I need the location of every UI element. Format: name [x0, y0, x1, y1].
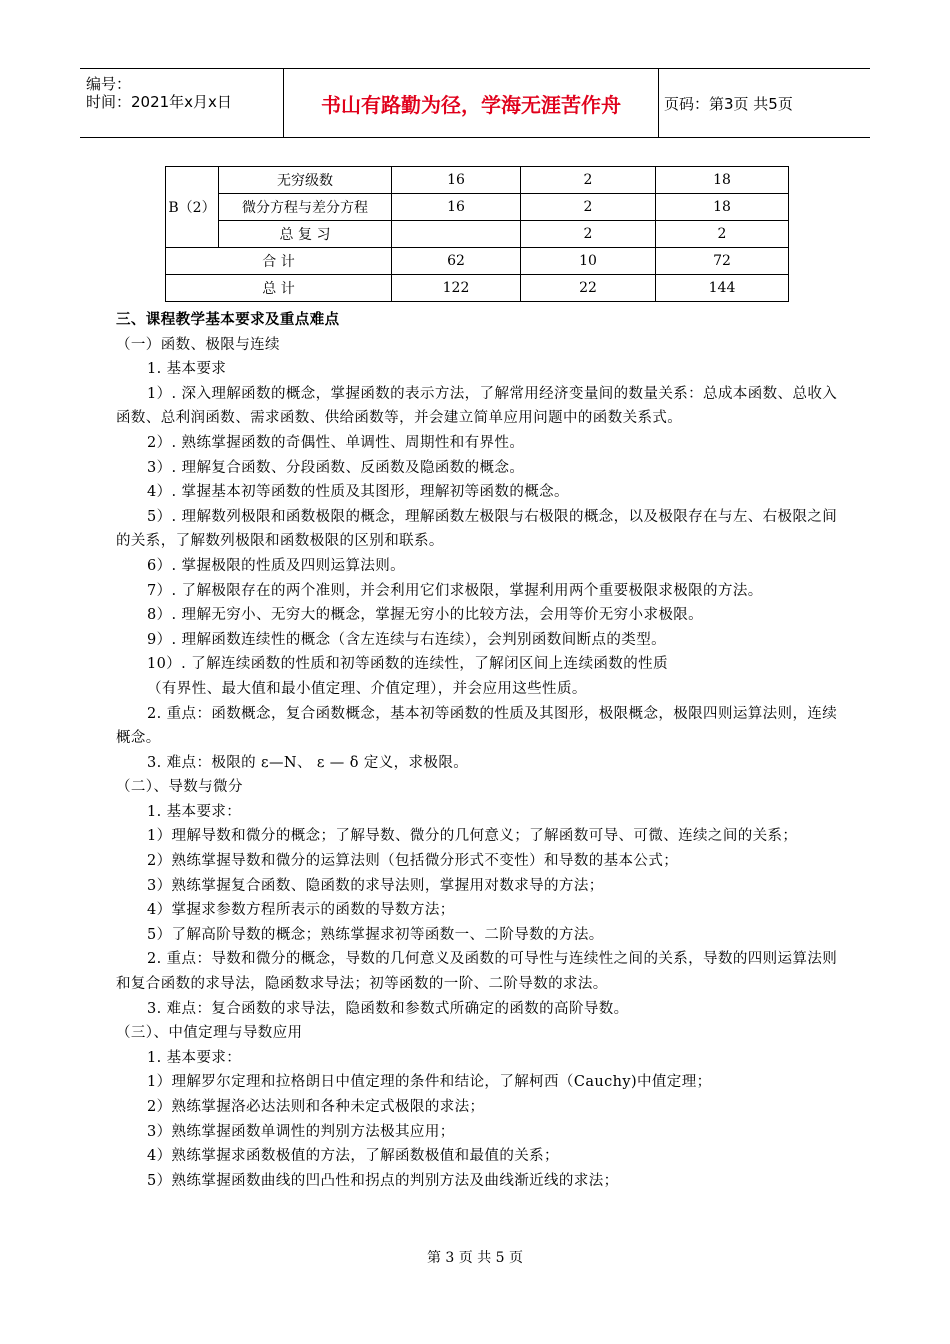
- hours-table: [165, 166, 789, 302]
- total-hours-cell: 18: [656, 194, 789, 221]
- subtotal-lecture: 62: [392, 248, 521, 275]
- practice-hours-cell: 2: [521, 194, 656, 221]
- list-item: 1）理解导数和微分的概念；了解导数、微分的几何意义；了解函数可导、可微、连续之间的关系；: [147, 828, 798, 845]
- subtotal-practice: 10: [521, 248, 656, 275]
- total-practice: 22: [521, 275, 656, 302]
- total-total: 144: [656, 275, 789, 302]
- topic-cell: 微分方程与差分方程: [219, 194, 392, 221]
- list-item: 1）理解罗尔定理和拉格朗日中值定理的条件和结论，了解柯西（Cauchy)中值定理；: [147, 1074, 712, 1091]
- lecture-hours-cell: 16: [392, 194, 521, 221]
- requirements-label: 1. 基本要求：: [147, 1049, 242, 1066]
- list-item: 5）熟练掌握函数曲线的凹凸性和拐点的判别方法及曲线渐近线的求法；: [147, 1172, 619, 1189]
- header-number: 编号：: [86, 75, 132, 93]
- list-item: 3）熟练掌握函数单调性的判别方法极其应用；: [147, 1123, 455, 1140]
- list-item: 3）. 理解复合函数、分段函数、反函数及隐函数的概念。: [147, 459, 525, 476]
- topic-cell: 总 复 习: [219, 221, 392, 248]
- total-hours-cell: 2: [656, 221, 789, 248]
- list-item: 2）熟练掌握导数和微分的运算法则（包括微分形式不变性）和导数的基本公式；: [147, 853, 679, 870]
- header-meta: [80, 69, 284, 137]
- topic-cell: 无穷级数: [219, 167, 392, 194]
- subsection-title: （一）函数、极限与连续: [116, 336, 280, 353]
- table-row: [166, 194, 789, 221]
- subsection-title: （二）、导数与微分: [116, 779, 243, 796]
- subsection-title: （三）、中值定理与导数应用: [116, 1025, 303, 1042]
- subtotal-label: 合 计: [166, 248, 392, 275]
- list-item: 4）掌握求参数方程所表示的函数的导数方法；: [147, 902, 455, 919]
- list-item: 5）. 理解数列极限和函数极限的概念，理解函数左极限与右极限的概念，以及极限存在与左、右极限之间的关系，了解数列极限和函数极限的区别和联系。: [116, 508, 838, 550]
- difficult-points: 3. 难点：极限的 ε—N、 ε — δ 定义，求极限。: [147, 754, 469, 771]
- total-row: [166, 275, 789, 302]
- list-item: 7）. 了解极限存在的两个准则，并会利用它们求极限，掌握利用两个重要极限求极限的方法。: [147, 582, 763, 599]
- header-motto: 书山有路勤为径，学海无涯苦作舟: [284, 69, 659, 137]
- page-footer: 第 3 页 共 5 页: [426, 1250, 524, 1266]
- difficult-points: 3. 难点：复合函数的求导法，隐函数和参数式所确定的函数的高阶导数。: [147, 1000, 629, 1017]
- header-page-info: 页码：第3页 共5页: [664, 95, 793, 113]
- requirements-label: 1. 基本要求: [147, 361, 227, 378]
- table-row: [166, 221, 789, 248]
- list-item: 8）. 理解无穷小、无穷大的概念，掌握无穷小的比较方法，会用等价无穷小求极限。: [147, 607, 704, 624]
- total-lecture: 122: [392, 275, 521, 302]
- list-item: 10）. 了解连续函数的性质和初等函数的连续性，了解闭区间上连续函数的性质: [147, 656, 668, 673]
- practice-hours-cell: 2: [521, 221, 656, 248]
- list-item: 9）. 理解函数连续性的概念（含左连续与右连续），会判别函数间断点的类型。: [147, 631, 666, 648]
- total-label: 总 计: [166, 275, 392, 302]
- section-title: 三、课程教学基本要求及重点难点: [116, 311, 340, 328]
- list-item: 2）熟练掌握洛必达法则和各种未定式极限的求法；: [147, 1099, 485, 1115]
- lecture-hours-cell: [392, 221, 521, 248]
- practice-hours-cell: 2: [521, 167, 656, 194]
- list-item: （有界性、最大值和最小值定理、介值定理），并会应用这些性质。: [147, 680, 587, 697]
- key-points: 2. 重点：导数和微分的概念，导数的几何意义及函数的可导性与连续性之间的关系，导数的四则运算法则和复合函数的求导法，隐函数求导法；初等函数的一阶、二阶导数的求法。: [116, 951, 838, 993]
- list-item: 6）. 掌握极限的性质及四则运算法则。: [147, 557, 406, 574]
- total-hours-cell: 18: [656, 167, 789, 194]
- requirements-label: 1. 基本要求：: [147, 803, 242, 820]
- list-item: 5）了解高阶导数的概念；熟练掌握求初等函数一、二阶导数的方法。: [147, 926, 604, 943]
- subtotal-total: 72: [656, 248, 789, 275]
- document-body: [116, 308, 841, 1193]
- lecture-hours-cell: 16: [392, 167, 521, 194]
- page-header: [80, 68, 870, 138]
- group-label-cell: [166, 167, 219, 248]
- group-label: B（2）: [168, 200, 216, 216]
- list-item: 2）. 熟练掌握函数的奇偶性、单调性、周期性和有界性。: [147, 434, 525, 451]
- list-item: 3）熟练掌握复合函数、隐函数的求导法则，掌握用对数求导的方法；: [147, 877, 604, 894]
- list-item: 4）. 掌握基本初等函数的性质及其图形，理解初等函数的概念。: [147, 484, 569, 501]
- list-item: 1）. 深入理解函数的概念，掌握函数的表示方法，了解常用经济变量间的数量关系：总成本函数、总收入函数、总利润函数、需求函数、供给函数等，并会建立简单应用问题中的函数关系式。: [116, 385, 838, 427]
- header-date: 时间：2021年x月x日: [86, 93, 232, 111]
- subtotal-row: [166, 248, 789, 275]
- table-row: [166, 167, 789, 194]
- list-item: 4）熟练掌握求函数极值的方法，了解函数极值和最值的关系；: [147, 1148, 559, 1165]
- key-points: 2. 重点：函数概念，复合函数概念，基本初等函数的性质及其图形，极限概念，极限四则运算法则，连续概念。: [116, 705, 838, 747]
